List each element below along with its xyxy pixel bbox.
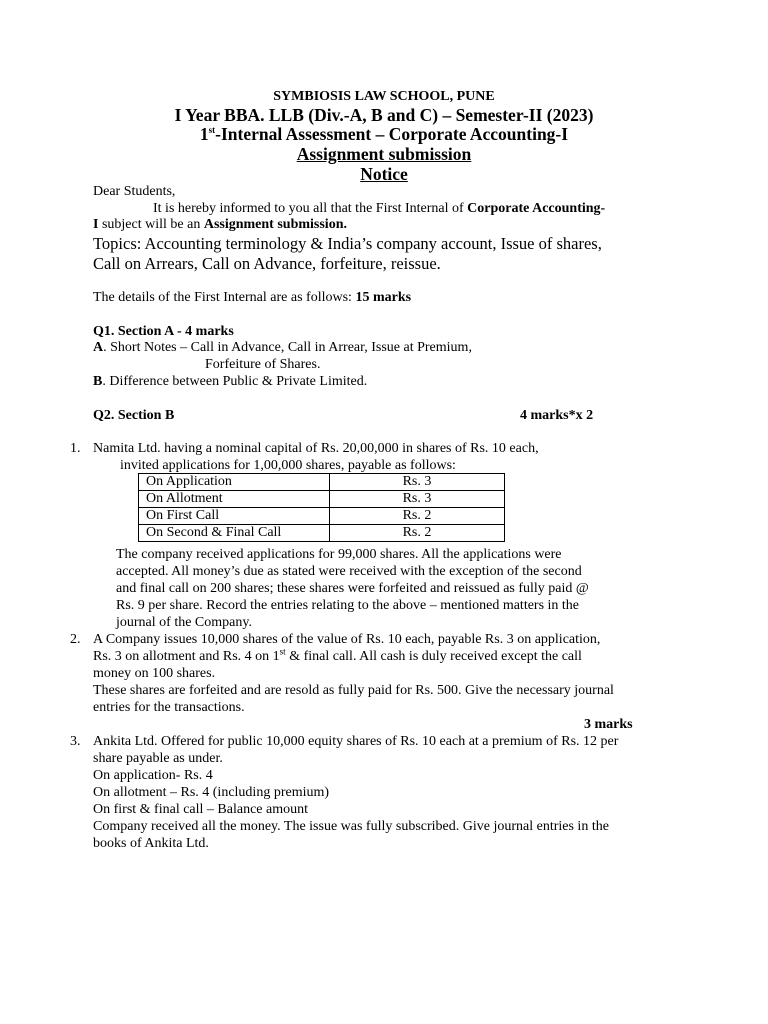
intro-line-1: It is hereby informed to you all that the First Internal of Corporate Accounting- [153, 201, 606, 216]
table-cell-amount: Rs. 3 [330, 474, 505, 491]
q3-line-3: On application- Rs. 4 [93, 768, 213, 783]
table-row [139, 474, 505, 491]
section-a-item-a-cont: Forfeiture of Shares. [205, 357, 321, 372]
q2-line-3: money on 100 shares. [93, 666, 216, 681]
section-a-title: Q1. Section A - 4 marks [93, 324, 234, 339]
payment-schedule-table [138, 473, 505, 542]
q3-line-6: Company received all the money. The issue was fully subscribed. Give journal entries in the [93, 819, 609, 834]
school-name: SYMBIOSIS LAW SCHOOL, PUNE [273, 89, 495, 104]
q1-line-1: Namita Ltd. having a nominal capital of Rs. 20,00,000 in shares of Rs. 10 each, [93, 441, 539, 456]
q3-line-2: share payable as under. [93, 751, 223, 766]
table-row [139, 491, 505, 508]
q2-marks: 3 marks [584, 717, 633, 732]
q1-after-5: journal of the Company. [116, 615, 252, 630]
table-cell-label: On Second & Final Call [139, 525, 330, 542]
q1-after-4: Rs. 9 per share. Record the entries relating to the above – mentioned matters in the [116, 598, 580, 613]
assessment-title: 1st-Internal Assessment – Corporate Accounting-I [199, 124, 569, 144]
q1-after-1: The company received applications for 99,000 shares. All the applications were [116, 547, 562, 562]
topics-line-1: Topics: Accounting terminology & India’s company account, Issue of shares, [93, 234, 602, 253]
section-b-title: Q2. Section B [93, 408, 175, 423]
q3-line-4: On allotment – Rs. 4 (including premium) [93, 785, 330, 800]
section-a-item-a: A. Short Notes – Call in Advance, Call in Arrear, Issue at Premium, [93, 340, 472, 355]
table-cell-label: On First Call [139, 508, 330, 525]
notice-heading: Notice [360, 164, 408, 184]
q1-after-2: accepted. All money’s due as stated were received with the exception of the second [116, 564, 582, 579]
q3-line-1: Ankita Ltd. Offered for public 10,000 equity shares of Rs. 10 each at a premium of Rs. 12 per [93, 734, 619, 749]
course-title: I Year BBA. LLB (Div.-A, B and C) – Semester-II (2023) [174, 105, 594, 125]
table-cell-amount: Rs. 3 [330, 491, 505, 508]
section-a-item-b: B. Difference between Public & Private Limited. [93, 374, 368, 389]
q3-line-5: On first & final call – Balance amount [93, 802, 308, 817]
table-cell-label: On Application [139, 474, 330, 491]
table-row [139, 525, 505, 542]
section-b-marks: 4 marks*x 2 [520, 408, 594, 423]
greeting: Dear Students, [93, 184, 176, 199]
q2-line-4: These shares are forfeited and are resold as fully paid for Rs. 500. Give the necessary journal [93, 683, 614, 698]
q1-after-3: and final call on 200 shares; these shares were forfeited and reissued as fully paid @ [116, 581, 589, 596]
table-cell-amount: Rs. 2 [330, 508, 505, 525]
table-cell-label: On Allotment [139, 491, 330, 508]
q3-number: 3. [70, 734, 81, 749]
q1-line-2: invited applications for 1,00,000 shares, payable as follows: [120, 458, 456, 473]
q2-number: 2. [70, 632, 81, 647]
intro-line-2: I subject will be an Assignment submission. [93, 217, 347, 232]
submission-heading: Assignment submission [296, 144, 472, 164]
table-cell-amount: Rs. 2 [330, 525, 505, 542]
q1-number: 1. [70, 441, 81, 456]
table-row [139, 508, 505, 525]
q2-line-1: A Company issues 10,000 shares of the value of Rs. 10 each, payable Rs. 3 on application, [93, 632, 601, 647]
details-line: The details of the First Internal are as follows: 15 marks [93, 290, 412, 305]
topics-line-2: Call on Arrears, Call on Advance, forfeiture, reissue. [93, 254, 441, 273]
q3-line-7: books of Ankita Ltd. [93, 836, 209, 851]
q2-line-2: Rs. 3 on allotment and Rs. 4 on 1st & final call. All cash is duly received except the call [93, 646, 582, 664]
q2-line-5: entries for the transactions. [93, 700, 245, 715]
